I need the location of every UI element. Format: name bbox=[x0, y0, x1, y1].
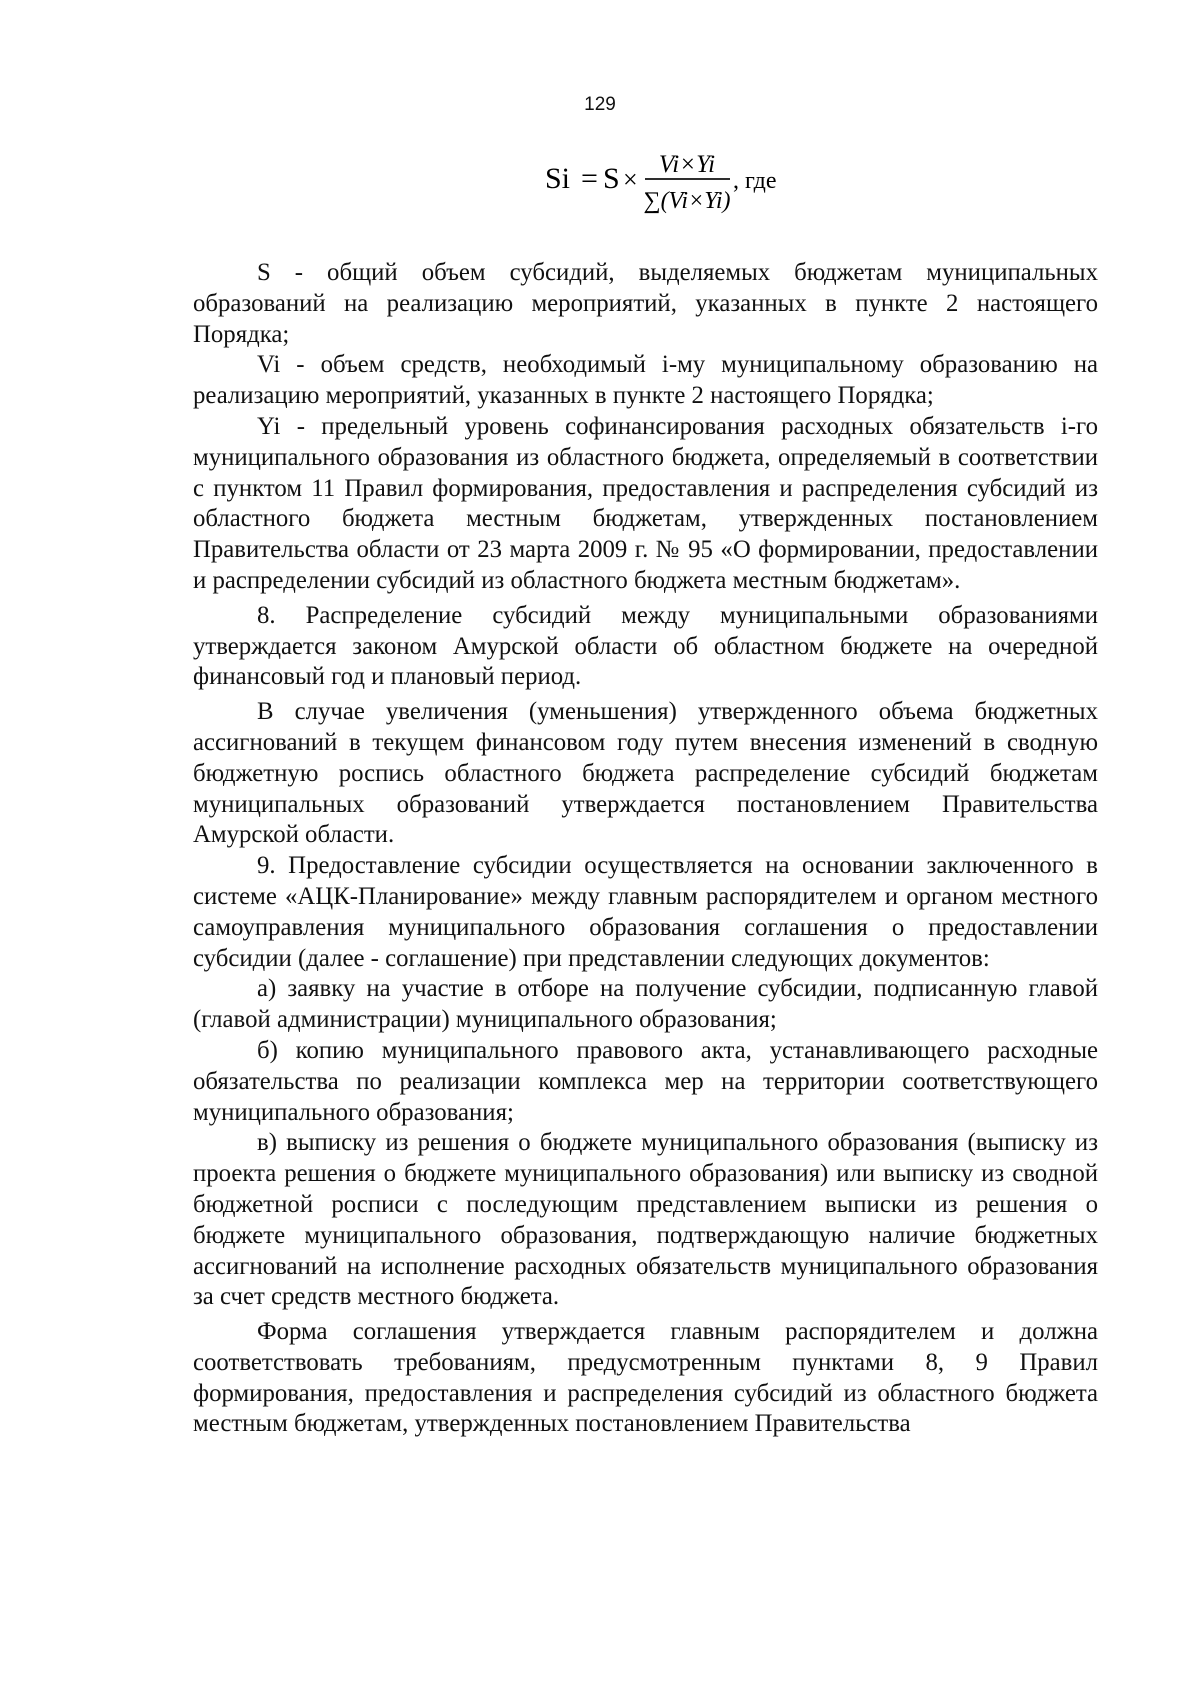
clause-9-item-a: а) заявку на участие в отборе на получение субсидии, подписанную главой (главой администрации) муниципального образования; bbox=[193, 975, 1098, 1034]
definition-s: S - общий объем субсидий, выделяемых бюджетам муниципальных образований на реализацию мероприятий, указанных в пункте 2 настоящего Порядка; bbox=[193, 259, 1098, 348]
formula-numerator: Vi×Yi bbox=[658, 151, 716, 178]
definition-yi: Yi - предельный уровень софинансирования расходных обязательств i-го муниципального образования из областного бюджета, определяемый в соответствии с пунктом 11 Правил формирования, предоставления и распределения субсидий из областного бюджета местным бюджетам, утвержденных постановлением Правительства области от 23 марта 2009 г. № 95 «О формировании, предоставлении и распределении субсидий из областного бюджета местным бюджетам». bbox=[193, 412, 1098, 594]
clause-9-item-b: б) копию муниципального правового акта, устанавливающего расходные обязательства по реализации комплекса мер на территории соответствующего муниципального образования; bbox=[193, 1036, 1098, 1126]
formula-equals: = bbox=[581, 162, 598, 195]
clause-9-item-c: в) выписку из решения о бюджете муниципального образования (выписку из проекта решения о бюджете муниципального образования) или выписку из сводной бюджетной росписи с последующим представлением выписки из решения о бюджете муниципального образования, подтверждающую наличие бюджетных ассигнований на исполнение расходных обязательств муниципального образования за счет средств местного бюджета. bbox=[193, 1129, 1098, 1311]
formula-denominator: ∑(Vi×Yi) bbox=[643, 188, 731, 214]
formula-total: S bbox=[603, 162, 620, 195]
body-text bbox=[193, 258, 1098, 1440]
agreement-form-paragraph: Форма соглашения утверждается главным распорядителем и должна соответствовать требованиям, предусмотренным пунктами 8, 9 Правил формирования, предоставления и распределения субсидий из областного бюджета местным бюджетам, утвержденных постановлением Правительства bbox=[193, 1318, 1098, 1438]
clause-8: 8. Распределение субсидий между муниципальными образованиями утверждается законом Амурской области об областном бюджете на очередной финансовый год и плановый период. bbox=[193, 601, 1098, 691]
clause-8-amendment: В случае увеличения (уменьшения) утвержденного объема бюджетных ассигнований в текущем финансовом году путем внесения изменений в сводную бюджетную роспись областного бюджета распределение субсидий бюджетам муниципальных образований утверждается постановлением Правительства Амурской области. bbox=[193, 698, 1098, 849]
page-number: 129 bbox=[584, 94, 616, 115]
formula-tail: , где bbox=[733, 168, 777, 194]
formula-times: × bbox=[623, 165, 638, 194]
allocation-formula bbox=[545, 150, 865, 235]
clause-9: 9. Предоставление субсидии осуществляется на основании заключенного в системе «АЦК-Планирование» между главным распорядителем и органом местного самоуправления муниципального образования соглашения о предоставлении субсидии (далее - соглашение) при представлении следующих документов: bbox=[193, 852, 1098, 972]
definition-vi: Vi - объем средств, необходимый i-му муниципальному образованию на реализацию мероприятий, указанных в пункте 2 настоящего Порядка; bbox=[193, 351, 1098, 410]
formula-lhs: Si bbox=[545, 162, 571, 195]
